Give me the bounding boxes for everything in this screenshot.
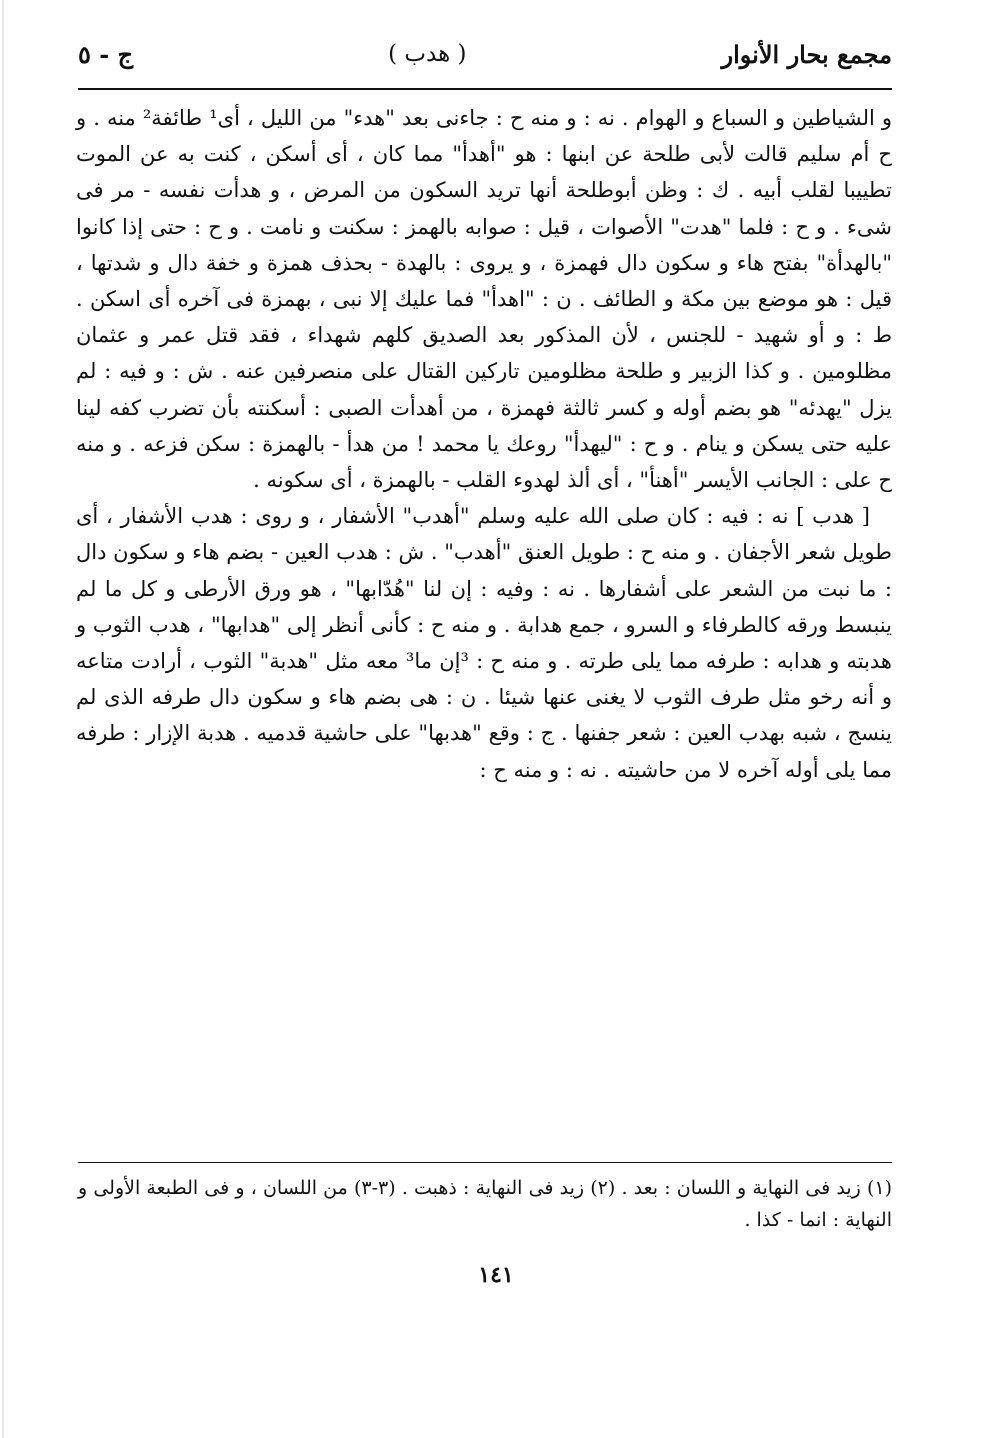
- paragraph-hada: و الشياطين و السباع و الهوام . نه : و منه ح : جاءنى بعد "هدء" من الليل ، أى¹ طائفة² منه . و ح أم سليم قالت لأبى طلحة عن ابنها : هو "أهدأ" مما كان ، أى أسكن ، كنت به عن الموت تطييبا لقلب أبيه . ك : وظن أبوطلحة أنها تريد السكون من المرض ، و هدأت نفسه - مر فى شىء . و ح : فلما "هدت" الأصوات ، قيل : صوابه بالهمز : سكنت و نامت . و ح : حتى إذا كانوا "بالهدأة" بفتح هاء و سكون دال فهمزة ، و يروى : بالهدة - بحذف همزة و خفة دال و شدتها ، قيل : هو موضع بين مكة و الطائف . ن : "اهدأ" فما عليك إلا نبى ، بهمزة فى آخره أى اسكن . ط : و أو شهيد - للجنس ، لأن المذكور بعد الصديق كلهم شهداء ، فقد قتل عمر و عثمان مظلومين . و كذا الزبير و طلحة مظلومين تاركين القتال على منصرفين عنه . ش : و فيه : لم يزل "يهدئه" هو بضم أوله و كسر ثالثة فهمزة ، من أهدأت الصبى : أسكنته بأن تضرب كفه لينا عليه حتى يسكن و ينام . و ح : "ليهدأ" روعك يا محمد ! من هدأ - بالهمزة : سكن فزعه . و منه ح على : الجانب الأيسر "أهنأ" ، أى ألذ لهدوء القلب - بالهمزة ، أى سكونه .: [76, 106, 893, 493]
- book-title: مجمع بحار الأنوار: [721, 39, 892, 69]
- footnote-rule: [78, 1162, 892, 1163]
- main-text: [76, 100, 892, 788]
- running-header: [78, 34, 892, 74]
- footnote-text: (١) زيد فى النهاية و اللسان : بعد . (٢) زيد فى النهاية : ذهبت . (٣-٣) من اللسان ، و فى الطبعة الأولى و النهاية : انما - كذا .: [78, 1177, 893, 1231]
- scan-edge-left: [2, 0, 4, 1438]
- page-number: ١٤١: [478, 1262, 514, 1288]
- header-rule: [78, 88, 892, 90]
- entry-heading: ( هدب ): [388, 41, 467, 67]
- footnotes: [78, 1172, 892, 1236]
- paragraph-hadab: [ هدب ] نه : فيه : كان صلى الله عليه وسلم "أهدب" الأشفار ، و روى : هدب الأشفار ، أى طويل شعر الأجفان . و منه ح : طويل العنق "أهدب" . ش : هدب العين - بضم هاء و سكون دال : ما نبت من الشعر على أشفارها . نه : وفيه : إن لنا "هُدّابها" ، هو ورق الأرطى و كل ما لم ينبسط ورقه كالطرفاء و السرو ، جمع هدابة . و منه ح : كأنى أنظر إلى "هدابها" ، هدب الثوب و هدبته و هدابه : طرفه مما يلى طرته . و منه ح : ³إن ما³ معه مثل "هدبة" الثوب ، أرادت متاعه و أنه رخو مثل طرف الثوب لا يغنى عنها شيئا . ن : هى بضم هاء و سكون دال طرفه الذى لم ينسج ، شبه بهدب العين : شعر جفنها . ج : وقع "هدبها" على حاشية قدميه . هدبة الإزار : طرفه مما يلى أوله آخره لا من حاشيته . نه : و منه ح :: [76, 504, 892, 782]
- volume-label: ج - ٥: [78, 39, 134, 69]
